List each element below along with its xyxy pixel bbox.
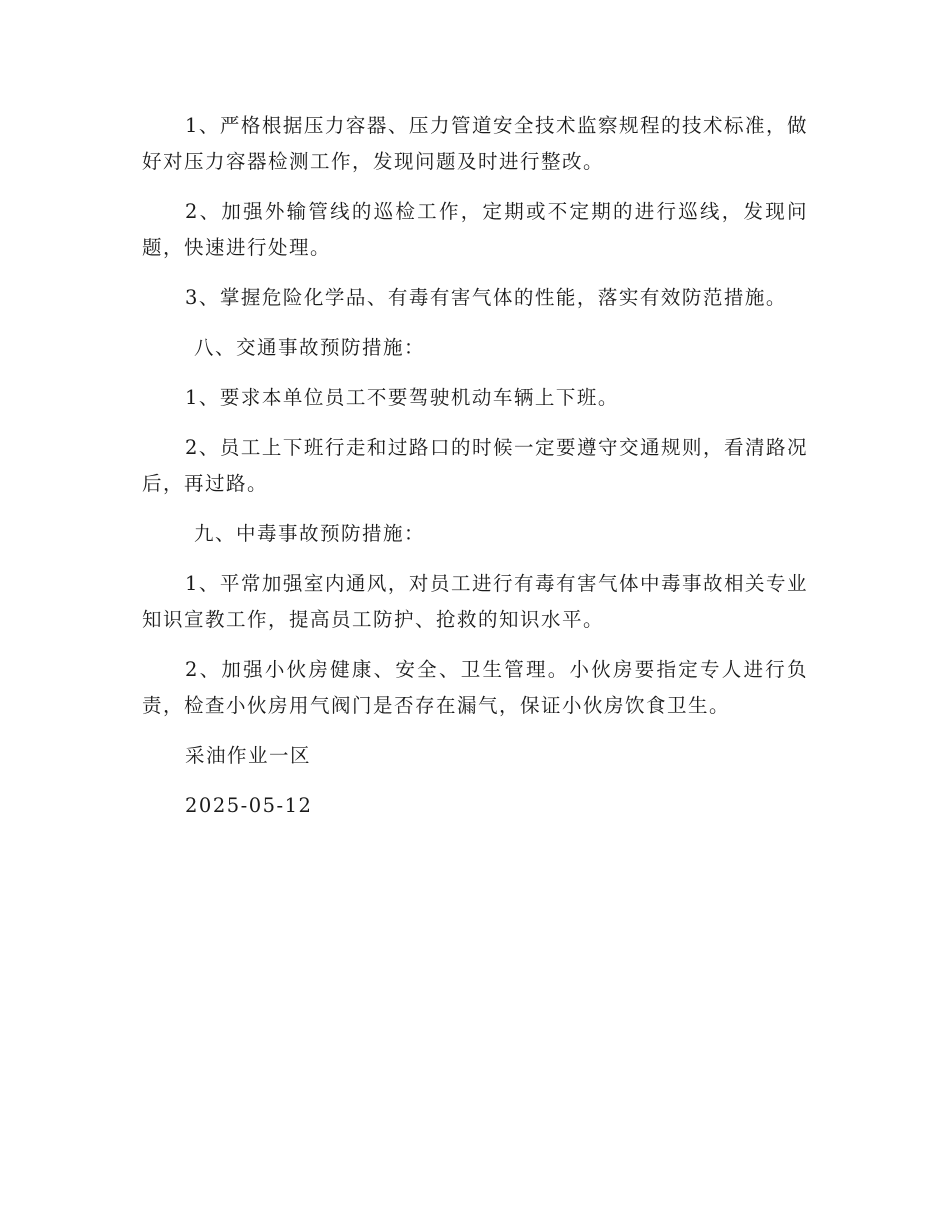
paragraph-pipeline-inspection: 2、加强外输管线的巡检工作，定期或不定期的进行巡线，发现问题，快速进行处理。 (142, 200, 808, 259)
paragraph-poisoning-1: 1、平常加强室内通风，对员工进行有毒有害气体中毒事故相关专业知识宣教工作，提高员工防护、抢救的知识水平。 (142, 572, 808, 631)
section-heading-poisoning: 九、中毒事故预防措施： (194, 522, 426, 545)
paragraph-hazardous-chemicals: 3、掌握危险化学品、有毒有害气体的性能，落实有效防范措施。 (185, 286, 787, 309)
signature-date: 2025-05-12 (185, 794, 313, 817)
paragraph-traffic-1: 1、要求本单位员工不要驾驶机动车辆上下班。 (185, 386, 619, 409)
paragraph-pressure-vessel: 1、严格根据压力容器、压力管道安全技术监察规程的技术标准，做好对压力容器检测工作，发现问题及时进行整改。 (142, 114, 808, 173)
paragraph-traffic-2: 2、员工上下班行走和过路口的时候一定要遵守交通规则，看清路况后，再过路。 (142, 436, 808, 495)
document-page (142, 108, 808, 838)
signature-org: 采油作业一区 (185, 744, 312, 767)
paragraph-poisoning-2: 2、加强小伙房健康、安全、卫生管理。小伙房要指定专人进行负责，检查小伙房用气阀门是否存在漏气，保证小伙房饮食卫生。 (142, 658, 808, 717)
section-heading-traffic: 八、交通事故预防措施： (194, 336, 426, 359)
